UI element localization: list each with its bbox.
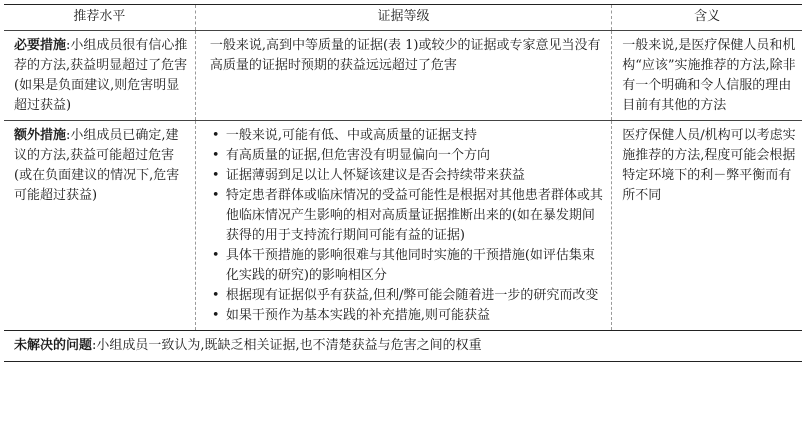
evidence-list-item: • 一般来说,可能有低、中或高质量的证据支持: [210, 126, 603, 146]
evidence-list-item: • 证据薄弱到足以让人怀疑该建议是否会持续带来获益: [210, 166, 603, 186]
header-meaning: 含义: [612, 5, 802, 31]
level-label: 额外措施: [14, 128, 67, 143]
table-row-essential: [4, 31, 802, 121]
evidence-text: 一般来说,高到中等质量的证据(表 1)或较少的证据或专家意见当没有高质量的证据时预期的获益远远超过了危害: [209, 38, 601, 73]
evidence-list-item: • 如果干预作为基本实践的补充措施,则可能获益: [210, 306, 603, 326]
header-recommendation-level: 推荐水平: [4, 5, 195, 31]
meaning-cell: [612, 31, 802, 121]
unresolved-text: :小组成员一致认为,既缺乏相关证据,也不清楚获益与危害之间的权重: [92, 338, 482, 353]
unresolved-cell: [4, 331, 802, 362]
evidence-list-item: • 具体干预措施的影响很难与其他同时实施的干预措施(如评估集束化实践的研究)的影响相区分: [210, 246, 603, 286]
table-row-unresolved: [4, 331, 802, 362]
unresolved-label: 未解决的问题: [14, 338, 93, 353]
meaning-text: 一般来说,是医疗保健人员和机构“应该”实施推荐的方法,除非有一个明确和令人信服的理由目前有其他的方法: [622, 38, 796, 113]
meaning-cell: [612, 121, 802, 331]
level-cell: [4, 31, 195, 121]
table-header-row: [4, 5, 802, 31]
evidence-list-item: • 有高质量的证据,但危害没有明显偏向一个方向: [210, 146, 603, 166]
evidence-cell: [195, 121, 611, 331]
meaning-text: 医疗保健人员/机构可以考虑实施推荐的方法,程度可能会根据特定环境下的利－弊平衡而有所不同: [622, 128, 796, 203]
evidence-cell: [195, 31, 611, 121]
header-evidence-level: 证据等级: [195, 5, 611, 31]
evidence-list-item: • 特定患者群体或临床情况的受益可能性是根据对其他患者群体或其他临床情况产生影响的相对高质量证据推断出来的(如在暴发期间获得的用于支持流行期间可能有益的证据): [210, 186, 603, 246]
evidence-list-item: • 根据现有证据似乎有获益,但利/弊可能会随着进一步的研究而改变: [210, 286, 603, 306]
evidence-list: [210, 126, 603, 326]
level-description: :小组成员已确定,建议的方法,获益可能超过危害(或在负面建议的情况下,危害可能超过获益): [14, 128, 180, 203]
level-label: 必要措施: [14, 38, 67, 53]
level-description: :小组成员很有信心推荐的方法,获益明显超过了危害(如果是负面建议,则危害明显超过获益): [14, 38, 188, 113]
level-cell: [4, 121, 195, 331]
table-row-additional: [4, 121, 802, 331]
recommendation-levels-table: [4, 4, 802, 362]
